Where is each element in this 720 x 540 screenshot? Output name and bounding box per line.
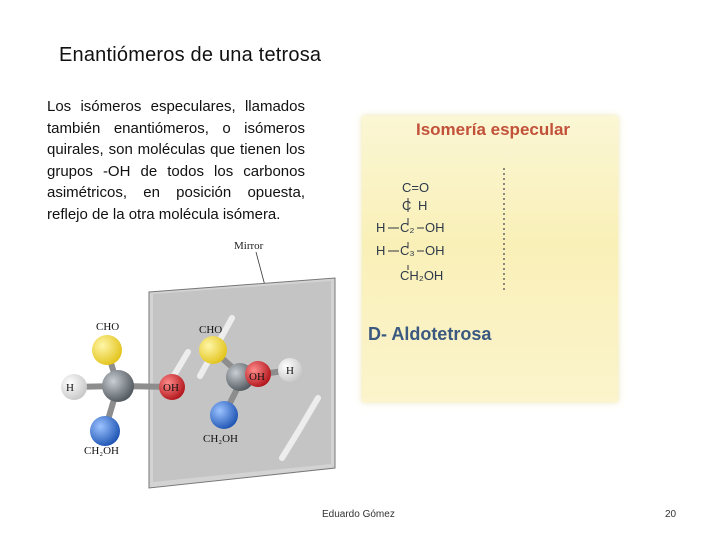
mirror-molecule-figure [50,250,390,490]
isomeria-panel [362,116,618,402]
c2-hydrogen: H [376,220,386,235]
right-h-label: H [286,365,294,377]
panel-title: Isomería especular [416,120,571,139]
structure-diagram [362,116,618,402]
c2-hydroxyl: OH [425,220,445,235]
left-ch2oh-label: CH₂OH [84,445,120,457]
body-paragraph: Los isómeros especulares, llamados también enantiómeros, o isómeros quirales, son moléculas que tienen los grupos -OH de todos los carbonos asimétricos, en posición opuesta, reflejo de la otra molécula isómera. [47,98,305,223]
ch2oh-atom [90,416,120,446]
left-oh-label: OH [163,382,179,394]
right-ch2oh-label: CH₂OH [203,433,239,445]
h-atom [61,374,87,400]
right-oh-label: OH [249,371,265,383]
c2-atom: C₂ [400,220,415,235]
panel-subtitle: D- Aldotetrosa [368,324,492,344]
left-cho-label: CHO [96,321,120,333]
cho-atom [92,335,122,365]
left-h-label: H [66,382,74,394]
right-cho-label: CHO [199,324,223,336]
c3-hydroxyl: OH [425,243,445,258]
footer-author: Eduardo Gómez [322,509,395,520]
reflected-ch2oh-atom [210,401,238,429]
c1-hydrogen: H [418,198,428,213]
reflected-cho-atom [199,336,227,364]
terminal-ch2oh: CH₂OH [400,268,444,283]
mirror-label: Mirror [234,240,264,252]
c1-atom: C [402,198,412,213]
carbonyl-group: C=O [402,180,430,195]
c3-hydrogen: H [376,243,386,258]
slide-title: Enantiómeros de una tetrosa [59,44,322,66]
page-number: 20 [665,509,677,520]
carbon-atom [102,370,134,402]
c3-atom: C₃ [400,243,415,258]
